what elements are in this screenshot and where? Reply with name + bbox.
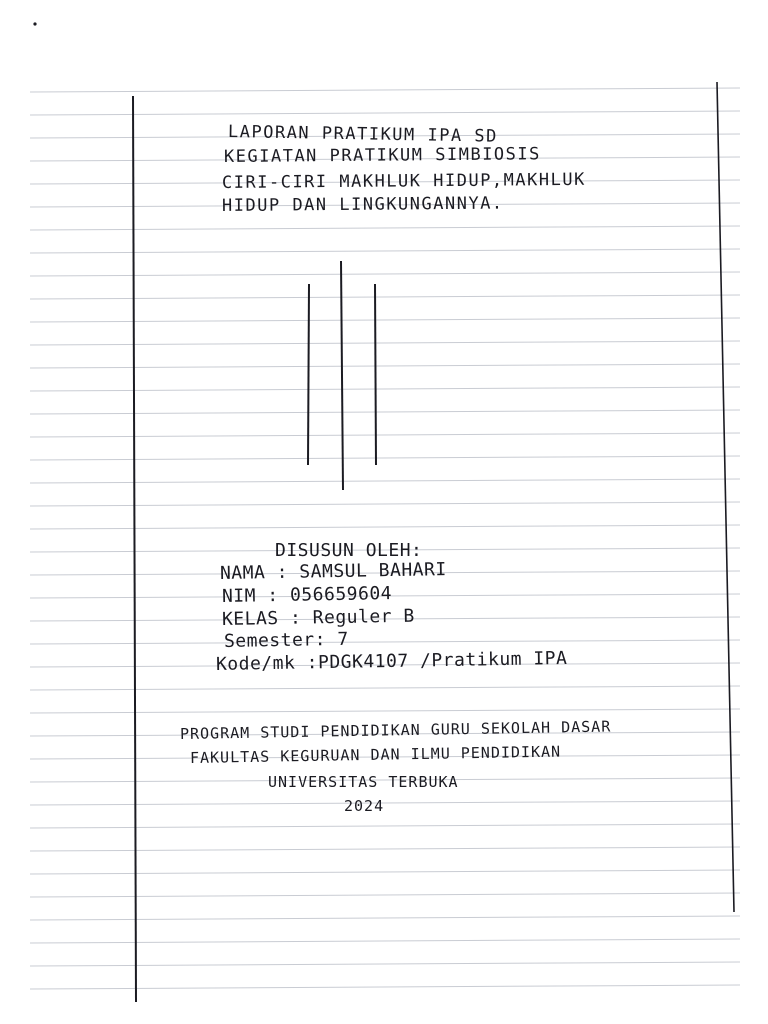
author-kelas: KELAS : Reguler B <box>221 605 415 630</box>
author-name: NAMA : SAMSUL BAHARI <box>219 559 447 584</box>
title-line-1: LAPORAN PRATIKUM IPA SD <box>227 122 499 147</box>
title-line-3: CIRI-CIRI MAKHLUK HIDUP,MAKHLUK <box>221 169 586 193</box>
title-line-4: HIDUP DAN LINGKUNGANNYA. <box>221 193 504 216</box>
author-heading: DISUSUN OLEH: <box>275 540 423 561</box>
institution-year: 2024 <box>344 797 385 815</box>
institution-program: PROGRAM STUDI PENDIDIKAN GURU SEKOLAH DASAR <box>179 717 612 743</box>
title-line-2: KEGIATAN PRATIKUM SIMBIOSIS <box>223 144 541 167</box>
author-semester: Semester: 7 <box>223 628 349 652</box>
author-kode: Kode/mk :PDGK4107 /Pratikum IPA <box>215 647 568 675</box>
institution-faculty: FAKULTAS KEGURUAN DAN ILMU PENDIDIKAN <box>189 742 562 767</box>
author-nim: NIM : 056659604 <box>221 583 393 607</box>
institution-university: UNIVERSITAS TERBUKA <box>268 773 459 791</box>
